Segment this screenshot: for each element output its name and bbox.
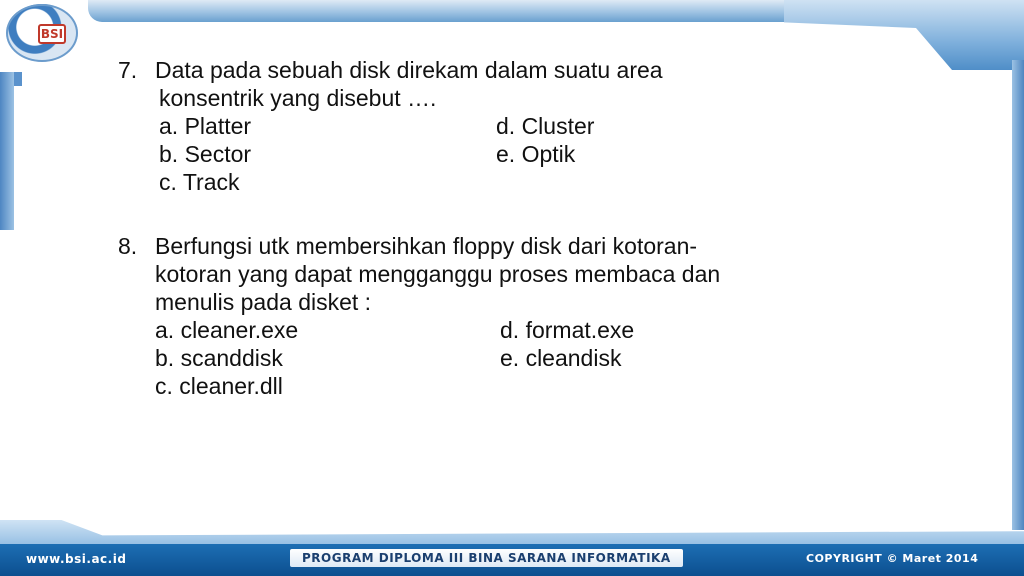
option-e: e. Optik (496, 141, 576, 167)
option-c: c. cleaner.dll (155, 373, 283, 399)
bsi-logo (6, 4, 78, 62)
option-c: c. Track (159, 169, 240, 195)
question-text-line: Data pada sebuah disk direkam dalam suatu area (155, 57, 663, 83)
right-frame-bar (1012, 60, 1024, 530)
footer-bar (0, 544, 1024, 576)
question-7 (118, 56, 838, 196)
answer-options (155, 316, 838, 400)
slide-content (118, 56, 838, 400)
footer-copyright: COPYRIGHT © Maret 2014 (806, 552, 979, 565)
option-a: a. Platter (159, 113, 252, 139)
option-e: e. cleandisk (500, 345, 622, 371)
question-text-line: konsentrik yang disebut …. (159, 85, 437, 111)
footer-url: www.bsi.ac.id (26, 552, 127, 566)
question-text (155, 232, 838, 316)
question-8 (118, 232, 838, 400)
option-a: a. cleaner.exe (155, 317, 299, 343)
question-number: 7. (118, 57, 138, 83)
question-text (155, 56, 838, 112)
question-number: 8. (118, 233, 138, 259)
footer-program-title: PROGRAM DIPLOMA III BINA SARANA INFORMATIKA (290, 549, 683, 567)
question-text-line: Berfungsi utk membersihkan floppy disk dari kotoran- (155, 233, 698, 259)
option-b: b. scanddisk (155, 345, 283, 371)
option-d: d. format.exe (500, 317, 635, 343)
logo-text: BSI (38, 24, 66, 44)
question-text-line: kotoran yang dapat mengganggu proses membaca dan (155, 261, 721, 287)
option-b: b. Sector (159, 141, 252, 167)
option-d: d. Cluster (496, 113, 595, 139)
answer-options (159, 112, 838, 196)
left-frame-bar (0, 72, 14, 230)
question-text-line: menulis pada disket : (155, 289, 372, 315)
